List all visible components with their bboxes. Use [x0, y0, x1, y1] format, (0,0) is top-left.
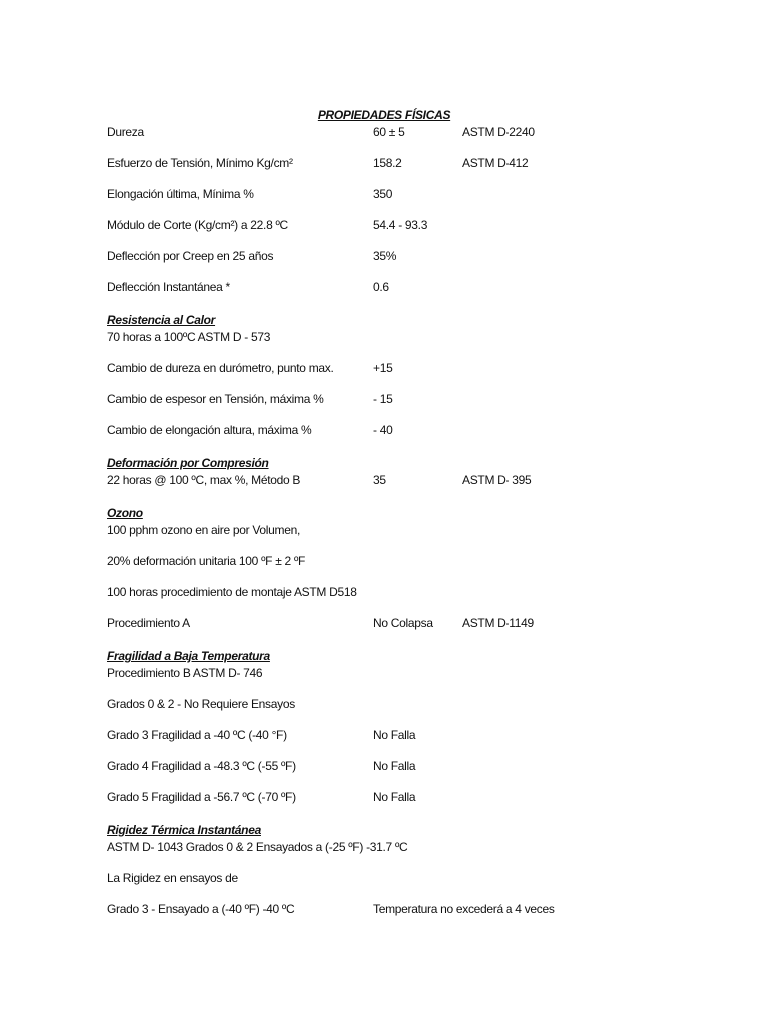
property-standard: ASTM D-412 [462, 156, 529, 170]
property-standard: ASTM D-1149 [462, 616, 534, 630]
property-row [0, 727, 768, 743]
property-row [0, 553, 768, 569]
property-row [0, 186, 768, 202]
property-label: Grado 4 Fragilidad a -48.3 ºC (-55 ºF) [107, 759, 296, 773]
property-row [0, 472, 768, 488]
property-value: No Colapsa [373, 616, 433, 630]
property-row [0, 329, 768, 345]
property-label: Grado 3 Fragilidad a -40 ºC (-40 °F) [107, 728, 287, 742]
property-label: Resistencia al Calor [107, 313, 216, 327]
property-row [0, 789, 768, 805]
property-label: 70 horas a 100ºC ASTM D - 573 [107, 330, 271, 344]
property-value: 0.6 [373, 280, 389, 294]
property-label: Procedimiento A [107, 616, 190, 630]
property-value: No Falla [373, 728, 416, 742]
property-label: Procedimiento B ASTM D- 746 [107, 666, 263, 680]
property-row [0, 522, 768, 538]
property-value: 35 [373, 473, 386, 487]
property-standard: ASTM D-2240 [462, 125, 535, 139]
property-row [0, 155, 768, 171]
property-label: Deflección Instantánea * [107, 280, 230, 294]
property-row [0, 584, 768, 600]
property-row [0, 360, 768, 376]
property-value: - 40 [373, 423, 393, 437]
property-label: Cambio de espesor en Tensión, máxima % [107, 392, 324, 406]
property-value: No Falla [373, 790, 416, 804]
property-label: Ozono [107, 506, 143, 520]
property-label: Rigidez Térmica Instantánea [107, 823, 261, 837]
property-label: Dureza [107, 125, 144, 139]
section-heading [0, 312, 768, 328]
section-heading [0, 455, 768, 471]
property-row [0, 696, 768, 712]
property-value: Temperatura no excederá a 4 veces [373, 902, 555, 916]
property-row [0, 839, 768, 855]
section-heading [0, 648, 768, 664]
property-value: 54.4 - 93.3 [373, 218, 428, 232]
section-heading [0, 505, 768, 521]
property-row [0, 901, 768, 917]
property-row [0, 870, 768, 886]
property-label: 20% deformación unitaria 100 ºF ± 2 ºF [107, 554, 306, 568]
property-label: 100 horas procedimiento de montaje ASTM D518 [107, 585, 357, 599]
property-label: Grado 5 Fragilidad a -56.7 ºC (-70 ºF) [107, 790, 296, 804]
property-value: - 15 [373, 392, 393, 406]
property-value: 35% [373, 249, 397, 263]
property-label: Fragilidad a Baja Temperatura [107, 649, 270, 663]
property-label: Elongación última, Mínima % [107, 187, 254, 201]
property-row [0, 248, 768, 264]
property-row [0, 391, 768, 407]
property-value: 158.2 [373, 156, 402, 170]
property-row [0, 758, 768, 774]
property-label: Grados 0 & 2 - No Requiere Ensayos [107, 697, 295, 711]
property-label: Cambio de elongación altura, máxima % [107, 423, 312, 437]
property-label: La Rigidez en ensayos de [107, 871, 238, 885]
property-row [0, 217, 768, 233]
property-standard: ASTM D- 395 [462, 473, 532, 487]
page-title: PROPIEDADES FÍSICAS [317, 108, 451, 122]
property-label: ASTM D- 1043 Grados 0 & 2 Ensayados a (-25 ºF) -31.7 ºC [107, 840, 408, 854]
property-label: Deformación por Compresión [107, 456, 269, 470]
property-label: Módulo de Corte (Kg/cm²) a 22.8 ºC [107, 218, 288, 232]
property-label: Deflección por Creep en 25 años [107, 249, 274, 263]
section-heading [0, 822, 768, 838]
property-label: 100 pphm ozono en aire por Volumen, [107, 523, 300, 537]
property-row [0, 665, 768, 681]
property-value: +15 [373, 361, 393, 375]
property-row [0, 124, 768, 140]
property-label: 22 horas @ 100 ºC, max %, Método B [107, 473, 301, 487]
property-value: No Falla [373, 759, 416, 773]
property-row [0, 279, 768, 295]
property-row [0, 422, 768, 438]
property-label: Cambio de dureza en durómetro, punto max. [107, 361, 334, 375]
property-value: 350 [373, 187, 393, 201]
property-label: Esfuerzo de Tensión, Mínimo Kg/cm² [107, 156, 293, 170]
property-value: 60 ± 5 [373, 125, 405, 139]
property-label: Grado 3 - Ensayado a (-40 ºF) -40 ºC [107, 902, 295, 916]
property-row [0, 615, 768, 631]
